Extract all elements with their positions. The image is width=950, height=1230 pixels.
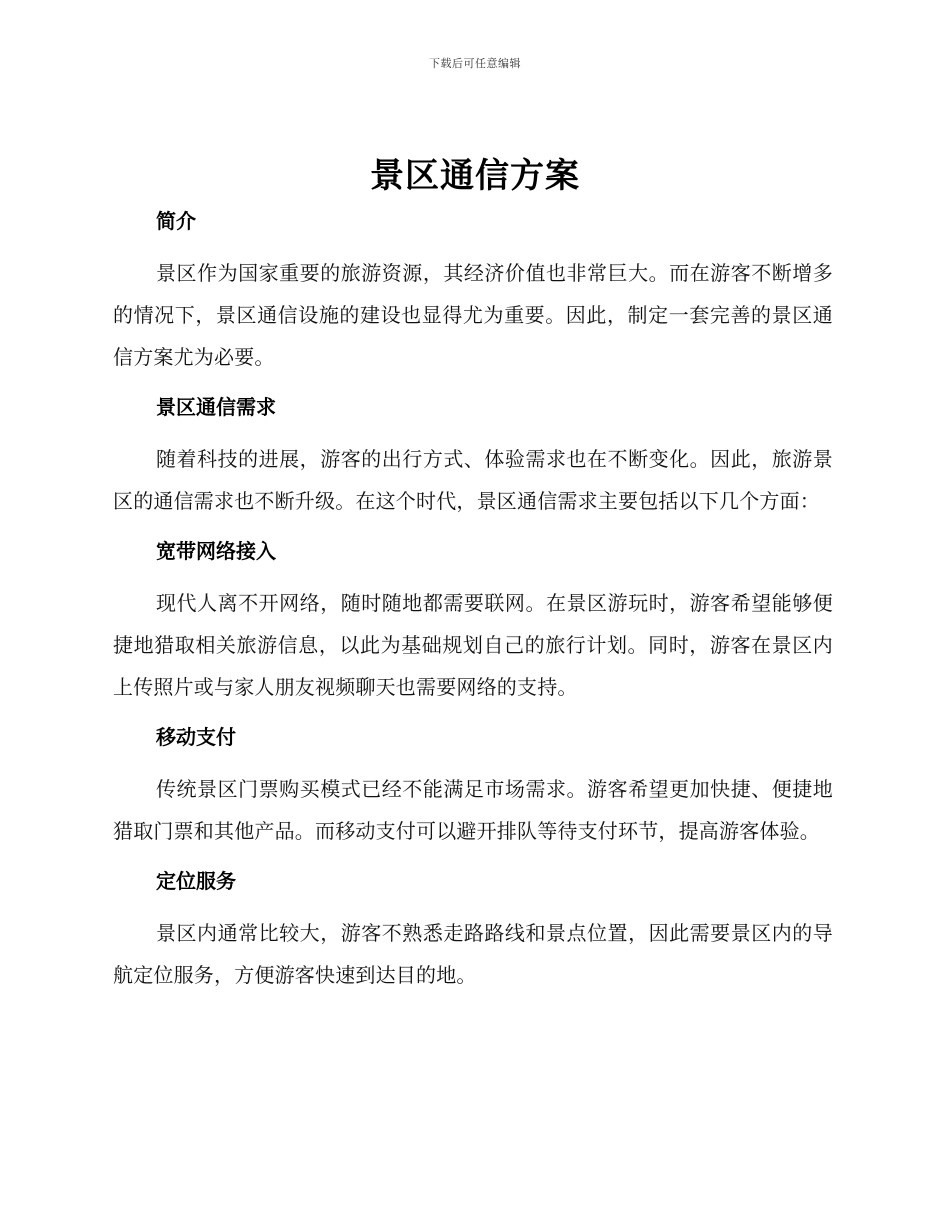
section-paragraph: 现代人离不开网络，随时随地都需要联网。在景区游玩时，游客希望能够便捷地猎取相关旅游信息，以此为基础规划自己的旅行计划。同时，游客在景区内上传照片或与家人朋友视频聊天也需要网络的支持。 bbox=[113, 591, 833, 699]
section-heading: 宽带网络接入 bbox=[156, 539, 276, 563]
header-note: 下载后可任意编辑 bbox=[429, 57, 521, 70]
section-intro bbox=[113, 200, 833, 378]
section-communication-needs bbox=[113, 386, 833, 522]
section-paragraph: 随着科技的进展，游客的出行方式、体验需求也在不断变化。因此，旅游景区的通信需求也不断升级。在这个时代，景区通信需求主要包括以下几个方面： bbox=[113, 447, 833, 513]
section-broadband bbox=[113, 530, 833, 708]
section-paragraph: 景区内通常比较大，游客不熟悉走路路线和景点位置，因此需要景区内的导航定位服务，方便游客快速到达目的地。 bbox=[113, 921, 833, 987]
section-paragraph: 景区作为国家重要的旅游资源，其经济价值也非常巨大。而在游客不断增多的情况下，景区通信设施的建设也显得尤为重要。因此，制定一套完善的景区通信方案尤为必要。 bbox=[113, 261, 833, 369]
section-mobile-payment bbox=[113, 716, 833, 852]
section-heading: 定位服务 bbox=[156, 869, 236, 893]
section-location-service bbox=[113, 860, 833, 996]
section-heading: 简介 bbox=[156, 209, 196, 233]
section-paragraph: 传统景区门票购买模式已经不能满足市场需求。游客希望更加快捷、便捷地猎取门票和其他产品。而移动支付可以避开排队等待支付环节，提高游客体验。 bbox=[113, 777, 833, 843]
document-title: 景区通信方案 bbox=[370, 156, 580, 196]
section-heading: 移动支付 bbox=[156, 725, 236, 749]
document-body bbox=[113, 200, 833, 1004]
section-heading: 景区通信需求 bbox=[156, 395, 276, 419]
